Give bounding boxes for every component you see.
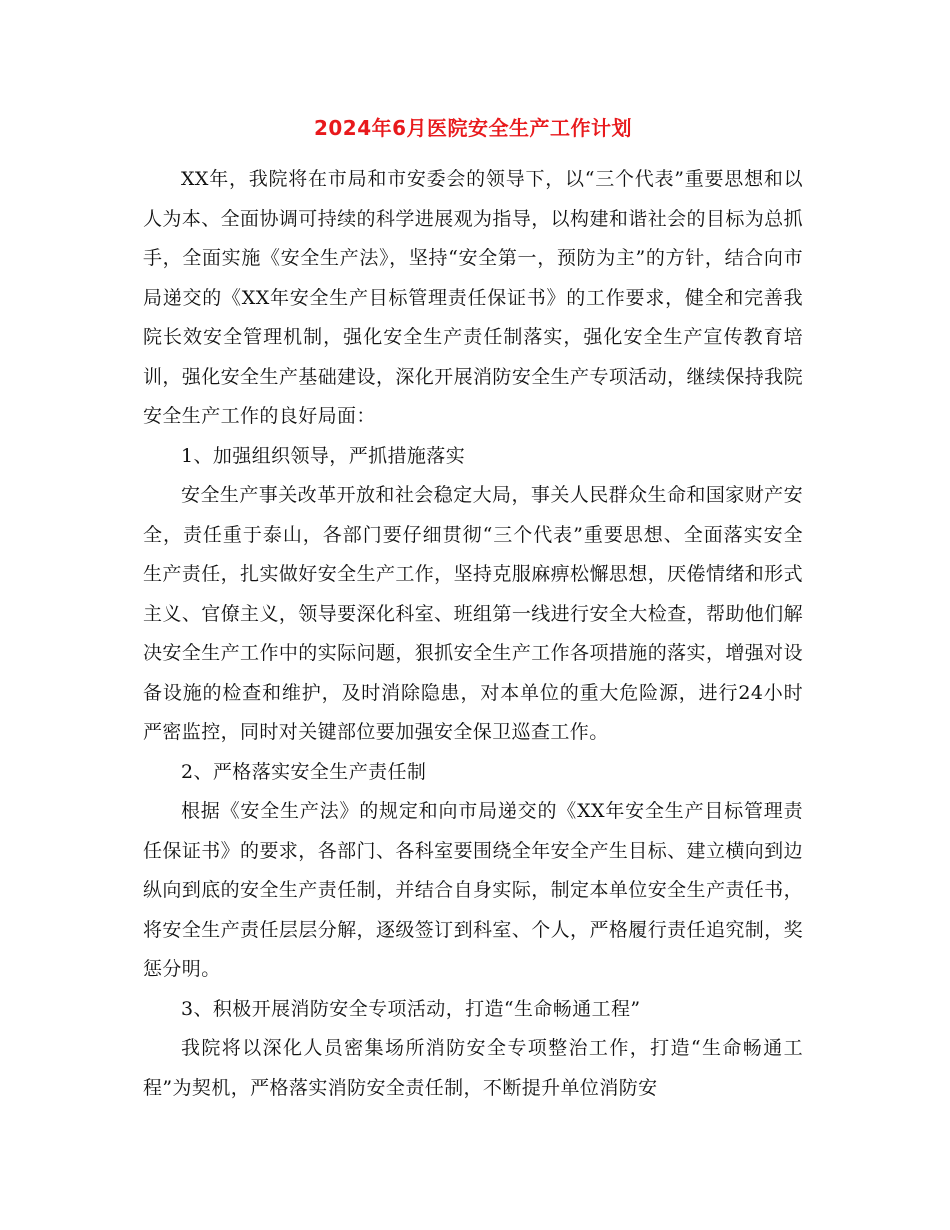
document-body — [143, 108, 803, 1108]
section-2-body: 根据《安全生产法》的规定和向市局递交的《XX年安全生产目标管理责任保证书》的要求，各部门、各科室要围绕全年安全产生目标、建立横向到边纵向到底的安全生产责任制，并结合自身实际，制定本单位安全生产责任书，将安全生产责任层层分解，逐级签订到科室、个人，严格履行责任追究制，奖惩分明。 — [143, 800, 803, 980]
page-title: 2024年6月医院安全生产工作计划 — [313, 116, 633, 140]
intro-paragraph: XX年，我院将在市局和市安委会的领导下，以“三个代表”重要思想和以人为本、全面协调可持续的科学进展观为指导，以构建和谐社会的目标为总抓手，全面实施《安全生产法》，坚持“安全第一，预防为主”的方针，结合向市局递交的《XX年安全生产目标管理责任保证书》的工作要求，健全和完善我院长效安全管理机制，强化安全生产责任制落实，强化安全生产宣传教育培训，强化安全生产基础建设，深化开展消防安全生产专项活动，继续保持我院安全生产工作的良好局面： — [143, 168, 803, 427]
section-1-heading: 1、加强组织领导，严抓措施落实 — [181, 444, 466, 467]
section-1-body: 安全生产事关改革开放和社会稳定大局，事关人民群众生命和国家财产安全，责任重于泰山，各部门要仔细贯彻“三个代表”重要思想、全面落实安全生产责任，扎实做好安全生产工作，坚持克服麻痹松懈思想，厌倦情绪和形式主义、官僚主义，领导要深化科室、班组第一线进行安全大检查，帮助他们解决安全生产工作中的实际问题，狠抓安全生产工作各项措施的落实，增强对设备设施的检查和维护，及时消除隐患，对本单位的重大危险源，进行24小时严密监控，同时对关键部位要加强安全保卫巡查工作。 — [143, 484, 803, 743]
section-2-heading: 2、严格落实安全生产责任制 — [181, 760, 427, 783]
section-3-body: 我院将以深化人员密集场所消防安全专项整治工作，打造“生命畅通工程”为契机，严格落实消防安全责任制，不断提升单位消防安 — [143, 1037, 803, 1099]
section-3-heading: 3、积极开展消防安全专项活动，打造“生命畅通工程” — [181, 997, 641, 1020]
